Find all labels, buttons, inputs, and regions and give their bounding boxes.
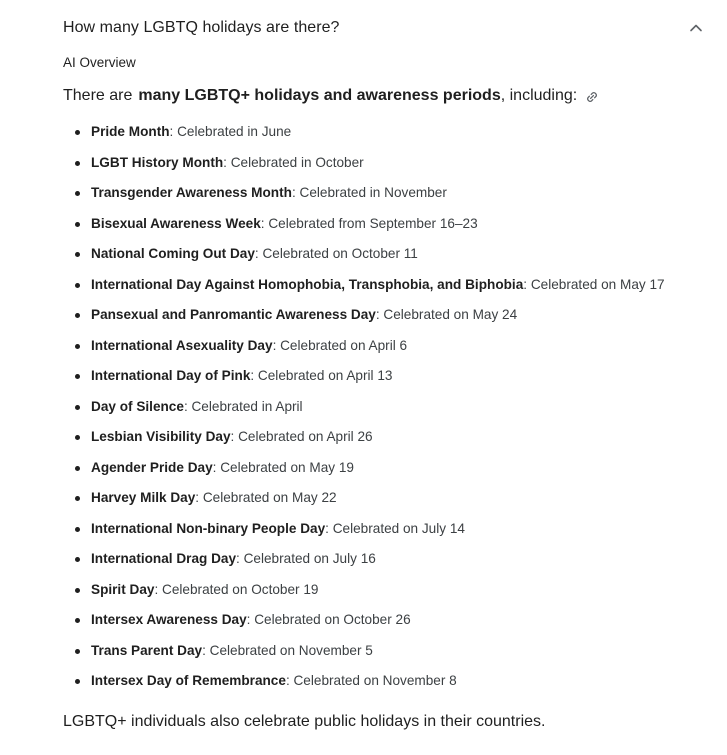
list-item xyxy=(63,544,723,575)
holiday-name: Intersex Awareness Day xyxy=(91,612,247,627)
holiday-date: : Celebrated in April xyxy=(183,398,303,414)
holiday-name: International Drag Day xyxy=(91,551,237,566)
chevron-up-icon[interactable] xyxy=(687,19,705,37)
holiday-name: LGBT History Month xyxy=(91,154,224,170)
holiday-date: : Celebrated on May 19 xyxy=(212,459,354,475)
intro-tail: , including: xyxy=(500,87,578,104)
list-item xyxy=(63,209,723,240)
list-item xyxy=(63,300,723,331)
holiday-name: Trans Parent Day xyxy=(91,642,203,658)
list-item xyxy=(63,331,723,362)
holiday-name: Harvey Milk Day xyxy=(91,490,196,505)
list-item xyxy=(63,575,723,606)
holiday-name: Pansexual and Panromantic Awareness Day xyxy=(91,307,376,322)
holiday-name: Agender Pride Day xyxy=(91,459,213,475)
holiday-name: International Asexuality Day xyxy=(91,337,273,353)
holiday-name: Transgender Awareness Month xyxy=(91,185,292,200)
question-header[interactable] xyxy=(63,14,713,42)
intro-lead: There are xyxy=(63,87,133,104)
list-item xyxy=(63,270,723,301)
intro-highlight: many LGBTQ+ holidays and awareness periods xyxy=(138,87,501,104)
holiday-date: : Celebrated on October 11 xyxy=(254,246,418,261)
holiday-date: : Celebrated on May 22 xyxy=(195,490,337,505)
holiday-date: : Celebrated on July 14 xyxy=(325,520,465,536)
holiday-name: International Day of Pink xyxy=(91,368,251,383)
holiday-date: : Celebrated on May 17 xyxy=(523,276,665,292)
closing-sentence: LGBTQ+ individuals also celebrate public holidays in their countries. xyxy=(63,713,546,730)
holiday-name: Intersex Day of Remembrance xyxy=(91,673,286,688)
list-item xyxy=(63,666,723,697)
intro-sentence xyxy=(63,87,599,105)
list-item xyxy=(63,392,723,423)
holiday-name: Bisexual Awareness Week xyxy=(91,215,261,231)
list-item xyxy=(63,514,723,545)
holiday-name: International Non-binary People Day xyxy=(91,520,326,536)
list-item xyxy=(63,361,723,392)
list-item xyxy=(63,178,723,209)
holiday-date: : Celebrated in November xyxy=(291,185,447,200)
holiday-date: : Celebrated from September 16–23 xyxy=(260,215,478,231)
holiday-date: : Celebrated on April 26 xyxy=(230,429,373,444)
holiday-name: Pride Month xyxy=(91,124,170,139)
holiday-name: National Coming Out Day xyxy=(91,246,255,261)
list-item xyxy=(63,636,723,667)
holiday-date: : Celebrated in June xyxy=(169,124,292,139)
holiday-date: : Celebrated on November 5 xyxy=(202,642,373,658)
list-item xyxy=(63,422,723,453)
list-item xyxy=(63,117,723,148)
holiday-date: : Celebrated on April 6 xyxy=(272,337,408,353)
list-item xyxy=(63,239,723,270)
holiday-list xyxy=(63,117,723,697)
holiday-name: Day of Silence xyxy=(91,398,184,414)
list-item xyxy=(63,453,723,484)
holiday-name: Spirit Day xyxy=(91,581,155,597)
holiday-date: : Celebrated on May 24 xyxy=(375,307,518,322)
list-item xyxy=(63,483,723,514)
list-item xyxy=(63,148,723,179)
ai-overview-label: AI Overview xyxy=(63,55,136,70)
question-text: How many LGBTQ holidays are there? xyxy=(63,19,340,36)
list-item xyxy=(63,605,723,636)
holiday-date: : Celebrated in October xyxy=(223,154,364,170)
holiday-date: : Celebrated on April 13 xyxy=(250,368,393,383)
holiday-date: : Celebrated on November 8 xyxy=(285,673,457,688)
holiday-date: : Celebrated on October 19 xyxy=(154,581,319,597)
holiday-name: Lesbian Visibility Day xyxy=(91,429,231,444)
holiday-date: : Celebrated on October 26 xyxy=(246,612,411,627)
holiday-date: : Celebrated on July 16 xyxy=(236,551,376,566)
holiday-name: International Day Against Homophobia, Transphobia, and Biphobia xyxy=(91,276,524,292)
link-icon[interactable] xyxy=(585,90,599,104)
